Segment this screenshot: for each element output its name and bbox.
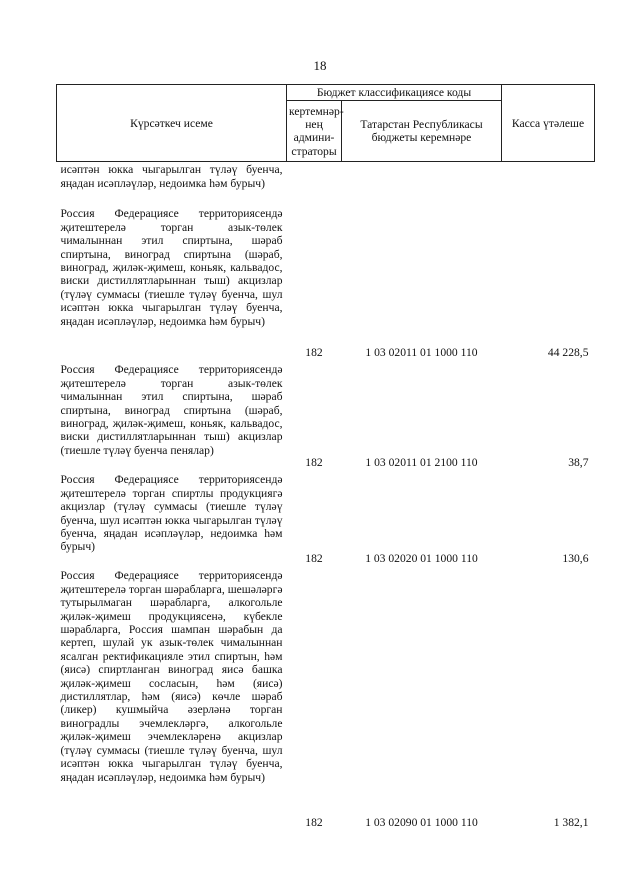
header-administrators: кертемнәр-нең админи-страторы [287,101,342,162]
table-row [57,206,595,362]
admin-code-cell [287,162,342,207]
classification-code-cell: 1 03 02020 01 1000 110 [365,552,478,565]
indicator-name-cell: Россия Федерациясе территориясендә җитештерелә торган шәрабларга, шешәләргә тутырылмаган шәрабларга, алкогольле җиләк-җимеш продукциясенә, күбекле шәрабларга, Россия шампан шәрабын да кертеп, шулай ук азык-төлек чималыннан ясалган ректификацияле этил спиртын, һәм (яисә) спиртланган виноград яисә башка җиләк-җимеш сосласын, һәм (яисә) дистиллятлар, һәм (яисә) көчле шәраб (ликер) кушмыйча әзерләнә торган виноградлы эчемлекләргә, алкогольле җиләк-җимеш эчемлекләренә акцизлар (түләү суммасы (тиешле түләү буенча, шул исәптән юкка чыгарылган түләү буенча, яңадан исәпләүләр, недоимка һәм бурыч) [60,569,283,784]
classification-code-cell: 1 03 02011 01 1000 110 [365,346,478,359]
cash-value-cell: 44 228,5 [547,346,589,359]
table-row [57,162,595,207]
cash-value-cell [502,162,595,207]
indicator-name-cell: Россия Федерациясе территориясендә җитештерелә торган спиртлы продукциягә акцизлар (түләү суммасы (тиешле түләү буенча, шул исәптән юкка чыгарылган түләү буенча, яңадан исәпләүләр, недоимка һәм бурыч) [60,473,283,554]
classification-code-cell: 1 03 02090 01 1000 110 [365,816,478,829]
cash-value-cell: 38,7 [568,456,589,469]
page-number: 18 [313,58,327,73]
admin-code-cell: 182 [305,816,323,829]
budget-table [56,84,595,832]
header-revenues: Татарстан Республикасы бюджеты керемнәре [342,101,502,162]
table-row [57,472,595,568]
header-classification-group: Бюджет классификациясе коды [287,85,502,101]
header-indicator-name: Күрсәткеч исеме [57,85,287,162]
cash-value-cell: 130,6 [562,552,589,565]
classification-code-cell: 1 03 02011 01 2100 110 [365,456,478,469]
admin-code-cell: 182 [305,552,323,565]
indicator-name-cell: Россия Федерациясе территориясендә җитештерелә торган азык-төлек чималыннан этил спиртына, шәраб спиртына, виноград спиртына (шәраб, виноград, җиләк-җимеш, коньяк, кальвадос, виски дистиллятларыннан тыш) акцизлар (түләү суммасы (тиешле түләү буенча, шул исәптән юкка чыгарылган түләү буенча, яңадан исәпләүләр, недоимка һәм бурыч) [60,207,283,328]
table-row [57,568,595,832]
table-row [57,362,595,472]
indicator-name-cell: Россия Федерациясе территориясендә җитештерелә торган азык-төлек чималыннан этил спиртына, шәраб спиртына, виноград спиртына (шәраб, виноград, җиләк-җимеш, коньяк, кальвадос, виски дистиллятларыннан тыш) акцизлар (тиешле түләү буенча пенялар) [60,363,283,457]
admin-code-cell: 182 [305,346,323,359]
admin-code-cell: 182 [305,456,323,469]
indicator-name-cell: исәптән юкка чыгарылган түләү буенча, яңадан исәпләүләр, недоимка һәм бурыч) [60,163,283,190]
header-cash: Касса үтәлеше [502,85,595,162]
cash-value-cell: 1 382,1 [553,816,589,829]
classification-code-cell [342,162,502,207]
